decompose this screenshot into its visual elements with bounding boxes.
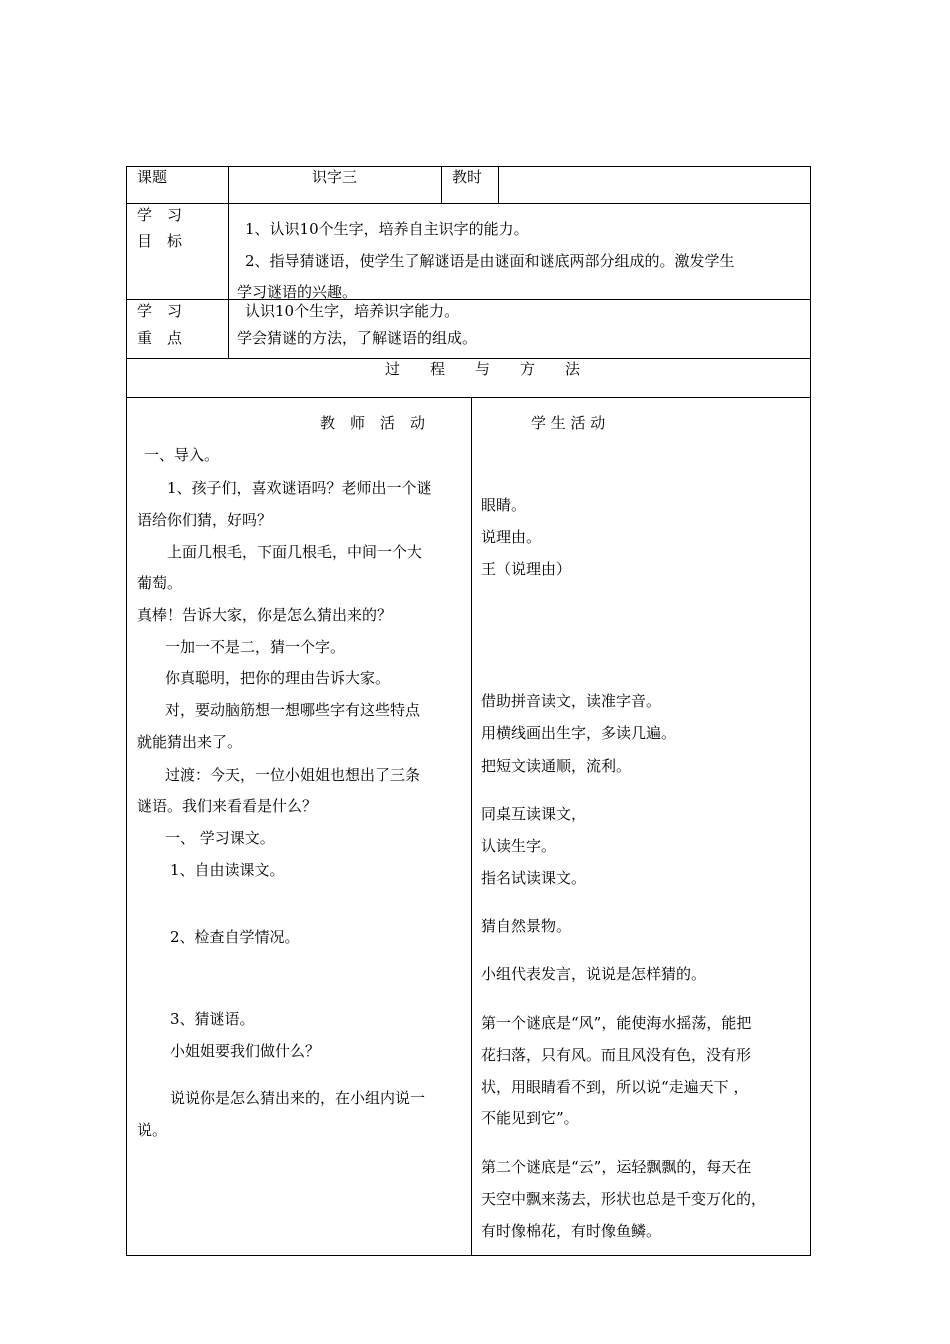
student-line: 把短文读通顺，流利。	[481, 757, 632, 775]
student-line: 第一个谜底是“风”，能使海水摇荡，能把	[481, 1014, 752, 1032]
teacher-line: 3、猜谜语。	[170, 1010, 255, 1028]
teacher-line: 说。	[137, 1121, 168, 1139]
teacher-line: 1、孩子们，喜欢谜语吗？老师出一个谜	[167, 479, 432, 497]
student-line: 花扫落，只有风。而且风没有色，没有形	[481, 1046, 752, 1064]
student-line: 眼睛。	[481, 496, 527, 514]
teacher-line: 2、检查自学情况。	[170, 928, 300, 946]
teacher-line: 一、导入。	[144, 446, 220, 464]
teacher-line: 说说你是怎么猜出来的，在小组内说一	[170, 1089, 426, 1107]
teacher-line: 上面几根毛，下面几根毛，中间一个大	[167, 543, 423, 561]
topic-value: 识字三	[312, 168, 358, 186]
teacher-line: 小姐姐要我们做什么？	[170, 1042, 321, 1060]
label-column-divider	[228, 166, 229, 359]
activity-column-divider	[471, 397, 472, 1256]
teacher-line: 过渡：今天，一位小姐姐也想出了三条	[165, 766, 421, 784]
student-line: 第二个谜底是“云”，运轻飘飘的，每天在	[481, 1158, 752, 1176]
student-line: 指名试读课文。	[481, 869, 587, 887]
objectives-line-3: 学习谜语的兴趣。	[237, 283, 358, 301]
student-line: 状，用眼睛看不到，所以说“走遍天下 ，	[481, 1078, 749, 1096]
teacher-line: 你真聪明，把你的理由告诉大家。	[165, 669, 391, 687]
row-divider-4	[126, 397, 811, 398]
header-divider-b	[498, 166, 499, 204]
teacher-line: 一加一不是二，猜一个字。	[165, 638, 346, 656]
student-heading: 学 生 活 动	[531, 414, 606, 432]
student-line: 说理由。	[481, 528, 542, 546]
table-border-left	[126, 166, 127, 1256]
teacher-line: 就能猜出来了。	[137, 733, 243, 751]
hours-label: 教时	[452, 168, 483, 186]
topic-label: 课题	[137, 168, 168, 186]
table-border-bottom	[126, 1255, 811, 1256]
table-border-right	[810, 166, 811, 1256]
objectives-label-1: 学 习	[137, 206, 183, 224]
student-line: 王（说理由）	[481, 560, 572, 578]
header-divider-a	[441, 166, 442, 204]
process-title: 过 程 与 方 法	[385, 360, 581, 378]
keypoints-label-1: 学 习	[137, 302, 183, 320]
teacher-heading: 教 师 活 动	[320, 414, 426, 432]
student-line: 天空中飘来荡去，形状也总是千变万化的，	[481, 1190, 767, 1208]
student-line: 同桌互读课文，	[481, 805, 587, 823]
keypoints-label-2: 重 点	[137, 329, 183, 347]
objectives-line-1: 1、认识10个生字，培养自主识字的能力。	[245, 220, 529, 238]
teacher-line: 真棒！告诉大家，你是怎么猜出来的？	[137, 606, 393, 624]
student-line: 猜自然景物。	[481, 917, 572, 935]
teacher-line: 谜语。我们来看看是什么？	[137, 797, 318, 815]
student-line: 小组代表发言，说说是怎样猜的。	[481, 965, 707, 983]
teacher-line: 语给你们猜，好吗？	[137, 511, 273, 529]
objectives-line-2: 2、指导猜谜语，使学生了解谜语是由谜面和谜底两部分组成的。激发学生	[245, 252, 735, 270]
student-line: 认读生字。	[481, 837, 557, 855]
objectives-label-2: 目 标	[137, 232, 183, 250]
keypoints-line-1: 认识10个生字，培养识字能力。	[245, 302, 460, 320]
teacher-line: 葡萄。	[137, 574, 183, 592]
teacher-line: 对，要动脑筋想一想哪些字有这些特点	[165, 701, 421, 719]
keypoints-line-2: 学会猜谜的方法，了解谜语的组成。	[237, 329, 478, 347]
student-line: 用横线画出生字，多读几遍。	[481, 724, 677, 742]
teacher-line: 一、 学习课文。	[165, 829, 275, 847]
student-line: 有时像棉花，有时像鱼鳞。	[481, 1222, 662, 1240]
teacher-line: 1、自由读课文。	[170, 861, 285, 879]
student-line: 借助拼音读文，读准字音。	[481, 692, 662, 710]
student-line: 不能见到它”。	[481, 1109, 579, 1127]
